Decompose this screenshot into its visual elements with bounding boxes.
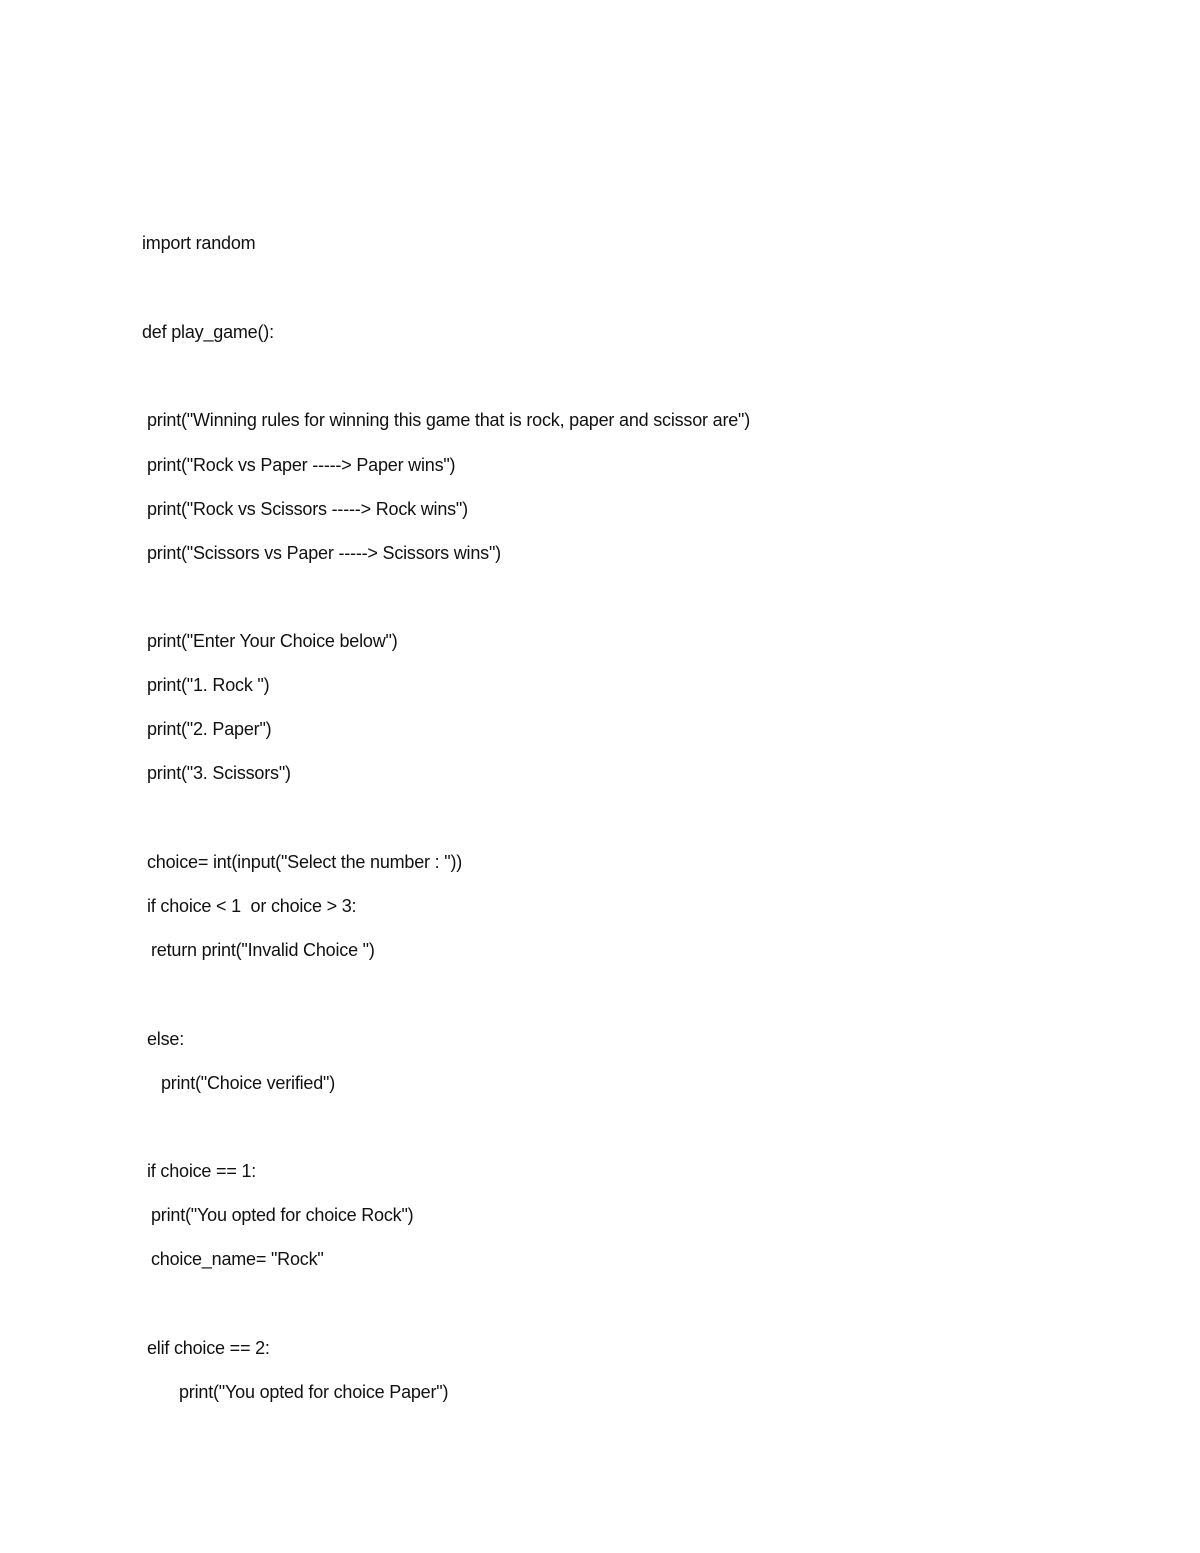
code-line: print("Rock vs Scissors -----> Rock wins") [147,499,468,519]
code-line: return print("Invalid Choice ") [151,940,375,960]
code-line: import random [142,233,256,253]
code-line: elif choice == 2: [147,1338,270,1358]
code-line: choice= int(input("Select the number : ")) [147,852,463,872]
code-line: print("1. Rock ") [147,675,270,695]
code-line: else: [147,1029,185,1049]
code-line: print("You opted for choice Rock") [151,1205,414,1225]
code-line: if choice < 1 or choice > 3: [147,896,357,916]
code-line: def play_game(): [142,322,274,342]
code-line: print("Choice verified") [161,1073,336,1093]
code-line: print("2. Paper") [147,719,272,739]
code-line: print("Rock vs Paper -----> Paper wins") [147,455,456,475]
code-line: if choice == 1: [147,1161,257,1181]
code-line: choice_name= "Rock" [151,1249,324,1269]
code-line: print("Enter Your Choice below") [147,631,398,651]
code-line: print("3. Scissors") [147,763,291,783]
code-line: print("Scissors vs Paper -----> Scissors wins") [147,543,501,563]
code-line: print("You opted for choice Paper") [179,1382,449,1402]
code-line: print("Winning rules for winning this game that is rock, paper and scissor are") [147,410,751,430]
